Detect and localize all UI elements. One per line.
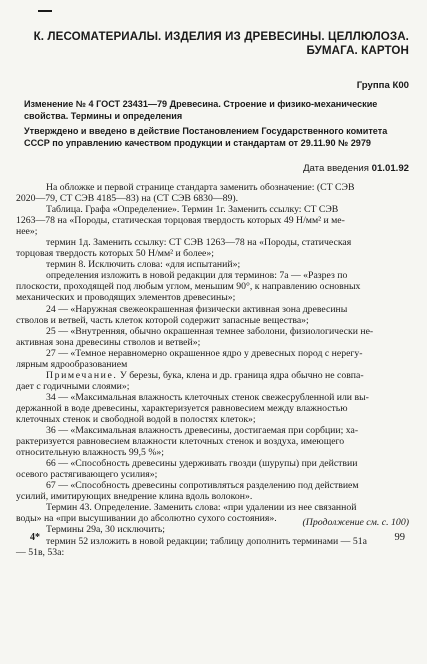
body-line: торцовая твердость которых 50 Н/мм² и более»; [16, 248, 214, 260]
body-line: 66 — «Способность древесины удерживать гвозди (шурупы) при действии [46, 458, 358, 470]
body-line: дает с годичными слоями»; [16, 380, 130, 392]
body-line: 25 — «Внутренняя, обычно окрашенная темнее заболони, физиологически не- [46, 325, 374, 337]
body-line: термин 1д. Заменить ссылку: СТ СЭВ 1263—78 на «Породы, статическая [46, 237, 352, 249]
section-header-line2: БУМАГА. КАРТОН [306, 44, 409, 57]
amendment-line: Изменение № 4 ГОСТ 23431—79 Древесина. Строение и физико-механические [24, 99, 378, 109]
body-line: Термин 43. Определение. Заменить слова: «при удалении из нее связанной [46, 502, 357, 514]
note-label: Примечание. [46, 369, 118, 381]
body-line: активная зона древесины стволов и ветвей»; [16, 336, 201, 348]
body-line: термин 8. Исключить слова: «для испытаний»; [46, 259, 241, 271]
body-line: 67 — «Способность древесины сопротивляться разделению под действием [46, 480, 359, 492]
body-line: термин 52 изложить в новой редакции; таблицу дополнить терминами — 51а [46, 535, 367, 547]
signature-mark: 4* [30, 532, 40, 543]
group-code: Группа К00 [356, 80, 409, 91]
approval-line: СССР по управлению качеством продукции и стандартам от 29.11.90 № 2979 [24, 138, 371, 148]
amendment-line: свойства. Термины и определения [24, 111, 183, 121]
body-line: 1263—78 на «Породы, статическая торцовая твердость которых 49 Н/мм² и ме- [16, 215, 345, 227]
body-line: механических и проводящих элементов древесины»; [16, 292, 236, 304]
body-line: 34 — «Максимальная влажность клеточных стенок свежесрубленной или вы- [46, 391, 369, 403]
note-line [16, 370, 411, 381]
body-line: усилий, имитирующих внедрение клина вдоль волокон». [16, 491, 253, 503]
body-line: 27 — «Темное неравномерно окрашенное ядро у древесных пород с нерегу- [46, 347, 363, 359]
body-line: нее»; [16, 226, 38, 238]
note-text: У березы, бука, клена и др. граница ядра обычно не совпа- [117, 369, 364, 381]
body-line: плоскости, проходящей под любым углом, меньшим 90°, к направлению основных [16, 281, 361, 293]
body-line: лярным ядрообразованием [16, 358, 128, 370]
effective-date-label: Дата введения [303, 163, 369, 174]
body-line: На обложке и первой странице стандарта заменить обозначение: (СТ СЭВ [46, 182, 355, 193]
section-header-line1: К. ЛЕСОМАТЕРИАЛЫ. ИЗДЕЛИЯ ИЗ ДРЕВЕСИНЫ. ЦЕЛЛЮЛОЗА. [33, 30, 409, 43]
body-line: воды» на «при высушивании до абсолютно сухого состояния». [16, 513, 277, 525]
body-text [16, 182, 411, 558]
body-line: определения изложить в новой редакции для терминов: 7а — «Разрез по [46, 270, 348, 282]
page-number: 99 [394, 532, 405, 543]
body-line: клеточных стенок и свободной водой в полостях клеток»; [16, 413, 256, 425]
body-line: 24 — «Наружная свежеокрашенная физически активная зона древесины [46, 303, 348, 315]
body-line: осевого растягивающего усилия»; [16, 469, 158, 481]
body-line: относительную влажность 99,5 %»; [16, 447, 165, 459]
approval-line: Утверждено и введено в действие Постановлением Государственного комитета [24, 126, 388, 136]
body-line: Термины 29а, 30 исключить; [46, 524, 165, 536]
body-line: — 51в, 53а: [16, 546, 65, 558]
body-line: 36 — «Максимальная влажность древесины, достигаемая при сорбции; ха- [46, 425, 359, 437]
body-line: Таблица. Графа «Определение». Термин 1г. Заменить ссылку: СТ СЭВ [46, 204, 339, 216]
continuation-note: (Продолжение см. с. 100) [302, 517, 409, 528]
amendment-title [24, 98, 409, 122]
approval-statement [24, 125, 409, 149]
body-line: 2020—79, СТ СЭВ 4185—83) на (СТ СЭВ 6830—89). [16, 193, 239, 205]
body-line: рактеризуется равновесием влажности клеточных стенок и воздуха, имеющего [16, 436, 345, 448]
body-line: стволов и ветвей, часть клеток которой содержит запасные вещества»; [16, 314, 309, 326]
effective-date [303, 163, 409, 174]
body-line: держанной в воде древесины, характеризуется равновесием между влажностью [16, 402, 348, 414]
top-dash-mark [38, 10, 52, 12]
effective-date-value: 01.01.92 [371, 163, 409, 174]
